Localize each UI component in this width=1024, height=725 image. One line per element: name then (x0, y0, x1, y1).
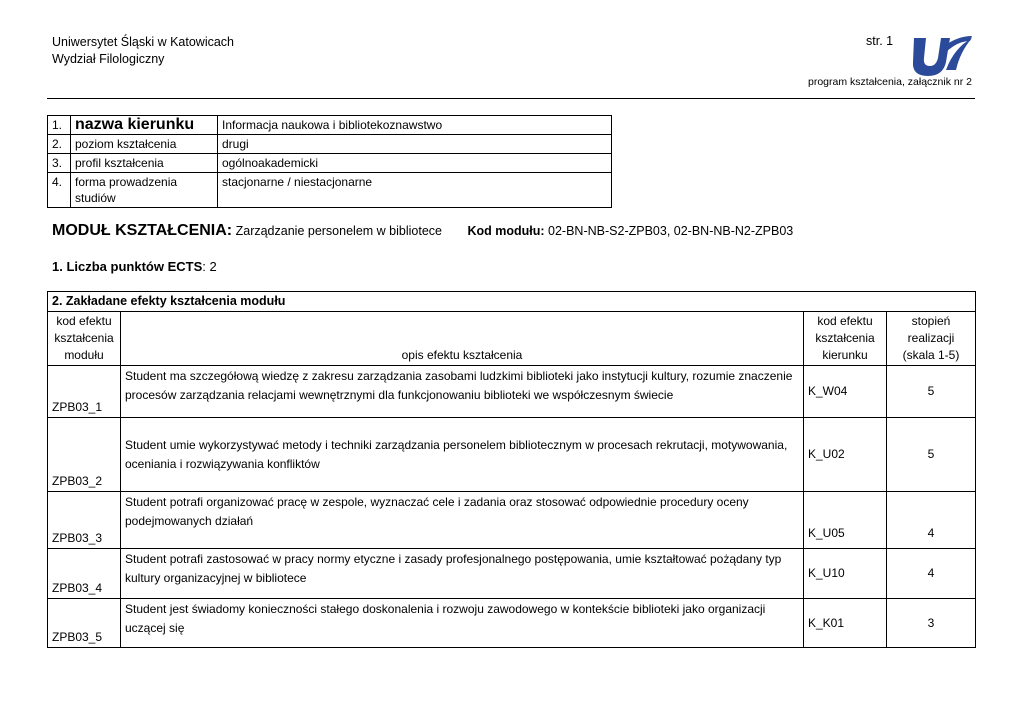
outcome-code: ZPB03_3 (48, 492, 121, 549)
realization-level: 5 (887, 366, 976, 418)
table-row (48, 366, 976, 418)
university-logo (910, 32, 974, 78)
realization-level: 3 (887, 599, 976, 648)
ects-line (52, 259, 217, 274)
outcome-code: ZPB03_5 (48, 599, 121, 648)
module-label: MODUŁ KSZTAŁCENIA: (52, 222, 233, 239)
table-row (48, 599, 976, 648)
header-divider (47, 98, 975, 99)
program-outcome-code: K_U05 (804, 492, 887, 549)
outcome-description: Student jest świadomy konieczności stałego doskonalenia i rozwoju zawodowego w kontekście biblioteki jako organizacji uczącej się (121, 599, 804, 648)
university-name: Uniwersytet Śląski w Katowicach (52, 35, 235, 49)
info-num: 3. (48, 154, 71, 173)
info-value: ogólnoakademicki (218, 154, 612, 173)
info-key: nazwa kierunku (71, 116, 218, 135)
realization-level: 4 (887, 549, 976, 599)
outcome-description: Student potrafi organizować pracę w zespole, wyznaczać cele i zadania oraz stosować odpowiednie procedury oceny podejmowanych działań (121, 492, 804, 549)
ects-value: : 2 (202, 259, 217, 274)
ects-label: 1. Liczba punktów ECTS (52, 259, 203, 274)
realization-level: 4 (887, 492, 976, 549)
outcomes-header-row (48, 312, 976, 366)
header-description: opis efektu kształcenia (121, 312, 804, 366)
module-line (52, 222, 793, 240)
program-outcome-code: K_K01 (804, 599, 887, 648)
info-key: profil kształcenia (71, 154, 218, 173)
header-program-code: kod efektu kształcenia kierunku (804, 312, 887, 366)
program-info-table (47, 115, 612, 208)
outcome-description: Student ma szczegółową wiedzę z zakresu zarządzania zasobami ludzkimi biblioteki jako instytucji kultury, rozumie znaczenie procesów zarządzania relacjami wewnętrznymi dla funkcjonowaniu biblioteki we współczesnym świecie (121, 366, 804, 418)
outcome-code: ZPB03_1 (48, 366, 121, 418)
table-row (48, 418, 976, 492)
outcome-code: ZPB03_4 (48, 549, 121, 599)
info-row (48, 154, 612, 173)
info-num: 4. (48, 173, 71, 208)
table-row (48, 549, 976, 599)
program-outcome-code: K_U10 (804, 549, 887, 599)
outcomes-title: 2. Zakładane efekty kształcenia modułu (48, 292, 976, 312)
program-outcome-code: K_U02 (804, 418, 887, 492)
module-name: Zarządzanie personelem w bibliotece (235, 224, 442, 238)
outcome-code: ZPB03_2 (48, 418, 121, 492)
info-key: poziom kształcenia (71, 135, 218, 154)
info-row (48, 173, 612, 208)
outcome-description: Student potrafi zastosować w pracy normy etyczne i zasady profesjonalnego postępowania, umie kształtować pożądany typ kultury organizacyjnej w bibliotece (121, 549, 804, 599)
info-num: 1. (48, 116, 71, 135)
realization-level: 5 (887, 418, 976, 492)
info-row (48, 116, 612, 135)
module-code: 02-BN-NB-S2-ZPB03, 02-BN-NB-N2-ZPB03 (548, 224, 794, 238)
info-key: forma prowadzenia studiów (71, 173, 218, 208)
program-outcome-code: K_W04 (804, 366, 887, 418)
table-row (48, 492, 976, 549)
learning-outcomes-table (47, 291, 976, 648)
outcome-description: Student umie wykorzystywać metody i techniki zarządzania personelem bibliotecznym w procesach rekrutacji, motywowania, oceniania i rozwiązywania konfliktów (121, 418, 804, 492)
program-note: program kształcenia, załącznik nr 2 (808, 76, 972, 88)
faculty-name: Wydział Filologiczny (52, 52, 165, 66)
header-module-code: kod efektu kształcenia modułu (48, 312, 121, 366)
info-value: drugi (218, 135, 612, 154)
module-code-label: Kod modułu: (467, 224, 545, 238)
header-institution (52, 34, 234, 68)
info-value: stacjonarne / niestacjonarne (218, 173, 612, 208)
info-num: 2. (48, 135, 71, 154)
header-level: stopień realizacji (skala 1-5) (887, 312, 976, 366)
info-row (48, 135, 612, 154)
info-value: Informacja naukowa i bibliotekoznawstwo (218, 116, 612, 135)
page-number: str. 1 (866, 34, 894, 48)
